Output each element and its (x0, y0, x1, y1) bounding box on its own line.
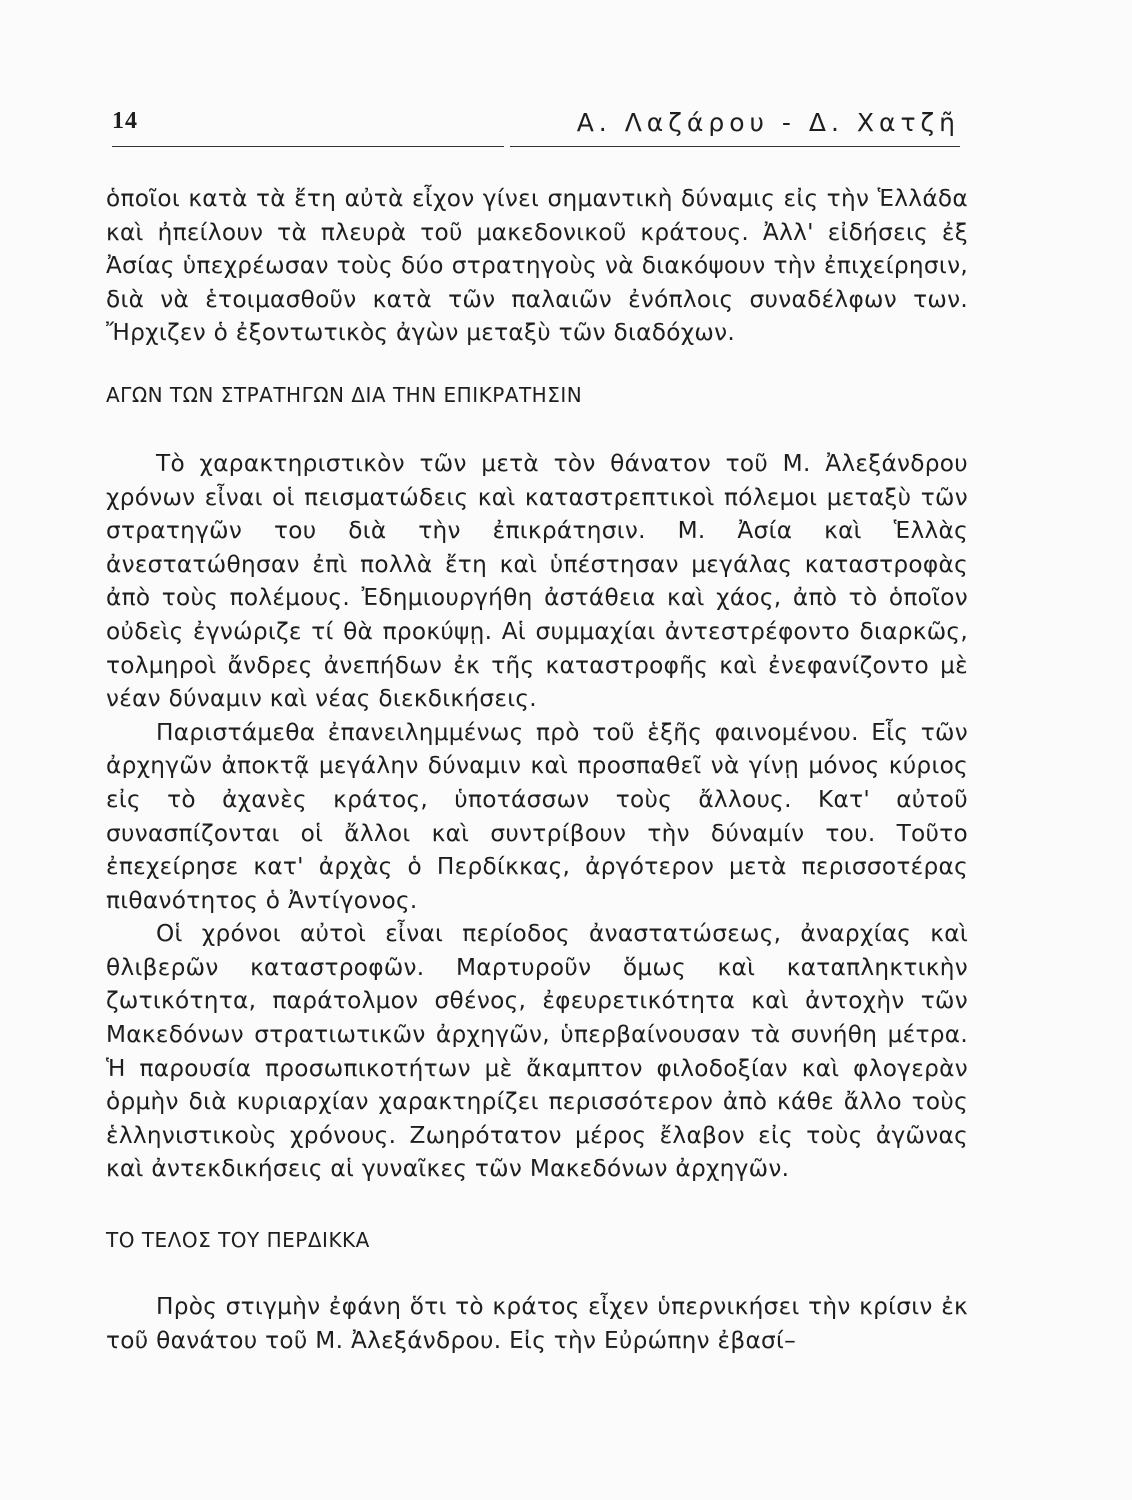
paragraph-2: Τὸ χαρακτηριστικὸν τῶν μετὰ τὸν θάνατον τοῦ Μ. Ἀλεξάνδρου χρόνων εἶναι οἱ πεισματώδεις καὶ καταστρεπτικοὶ πόλεμοι μεταξὺ τῶν στρατηγῶν του διὰ τὴν ἐπικράτησιν. Μ. Ἀσία καὶ Ἑλλὰς ἀνεστατώθησαν ἐπὶ πολλὰ ἔτη καὶ ὑπέστησαν μεγάλας καταστροφὰς ἀπὸ τοὺς πολέμους. Ἐδημιουργήθη ἀστάθεια καὶ χάος, ἀπὸ τὸ ὁποῖον οὐδεὶς ἐγνώριζε τί θὰ προκύψῃ. Αἱ συμμαχίαι ἀντεστρέφοντο διαρκῶς, τολμηροὶ ἄνδρες ἀνεπήδων ἐκ τῆς καταστροφῆς καὶ ἐνεφανίζοντο μὲ νέαν δύναμιν καὶ νέας διεκδικήσεις. (106, 449, 968, 713)
paragraph-5: Πρὸς στιγμὴν ἐφάνη ὅτι τὸ κράτος εἶχεν ὑπερνικήσει τὴν κρίσιν ἐκ τοῦ θανάτου τοῦ Μ. Ἀλεξάνδρου. Εἰς τὴν Εὐρώπην ἐβασί– (106, 1293, 968, 1354)
paragraph-3: Παριστάμεθα ἐπανειλημμένως πρὸ τοῦ ἑξῆς φαινομένου. Εἷς τῶν ἀρχηγῶν ἀποκτᾷ μεγάλην δύναμιν καὶ προσπαθεῖ νὰ γίνῃ μόνος κύριος εἰς τὸ ἀχανὲς κράτος, ὑποτάσσων τοὺς ἄλλους. Κατ' αὐτοῦ συνασπίζονται οἱ ἄλλοι καὶ συντρίβουν τὴν δύναμίν του. Τοῦτο ἐπεχείρησε κατ' ἀρχὰς ὁ Περδίκκας, ἀργότερον μετὰ περισσοτέρας πιθανότητος ὁ Ἀντίγονος. (106, 718, 968, 914)
body-text (106, 182, 968, 1357)
running-head: Α. Λαζάρου - Δ. Χατζῆ (576, 108, 960, 137)
paragraph-1: ὁποῖοι κατὰ τὰ ἔτη αὐτὰ εἶχον γίνει σημαντικὴ δύναμις εἰς τὴν Ἑλλάδα καὶ ἠπείλουν τὰ πλευρὰ τοῦ μακεδονικοῦ κράτους. Ἀλλ' εἰδήσεις ἐξ Ἀσίας ὑπεχρέωσαν τοὺς δύο στρατηγοὺς νὰ διακόψουν τὴν ἐπιχείρησιν, διὰ νὰ ἑτοιμασθοῦν κατὰ τῶν παλαιῶν ἐνόπλοις συναδέλφων των. Ἤρχιζεν ὁ ἐξοντωτικὸς ἀγὼν μεταξὺ τῶν διαδόχων. (106, 185, 968, 347)
page-number: 14 (112, 108, 138, 134)
section-heading-1: ΑΓΩΝ ΤΩΝ ΣΤΡΑΤΗΓΩΝ ΔΙΑ ΤΗΝ ΕΠΙΚΡΑΤΗΣΙΝ (106, 382, 583, 407)
section-heading-2: ΤΟ ΤΕΛΟΣ ΤΟΥ ΠΕΡΔΙΚΚΑ (106, 1228, 370, 1253)
page-header (112, 108, 960, 148)
paragraph-4: Οἱ χρόνοι αὐτοὶ εἶναι περίοδος ἀναστατώσεως, ἀναρχίας καὶ θλιβερῶν καταστροφῶν. Μαρτυροῦν ὅμως καὶ καταπληκτικὴν ζωτικότητα, παράτολμον σθένος, ἐφευρετικότητα καὶ ἀντοχὴν τῶν Μακεδόνων στρατιωτικῶν ἀρχηγῶν, ὑπερβαίνουσαν τὰ συνήθη μέτρα. Ἡ παρουσία προσωπικοτήτων μὲ ἄκαμπτον φιλοδοξίαν καὶ φλογερὰν ὁρμὴν διὰ κυριαρχίαν χαρακτηρίζει περισσότερον ἀπὸ κάθε ἄλλο τοὺς ἑλληνιστικοὺς χρόνους. Ζωηρότατον μέρος ἔλαβον εἰς τοὺς ἀγῶνας καὶ ἀντεκδικήσεις αἱ γυναῖκες τῶν Μακεδόνων ἀρχηγῶν. (106, 920, 968, 1183)
header-rule-right (510, 146, 960, 147)
header-rule-left (112, 146, 504, 147)
